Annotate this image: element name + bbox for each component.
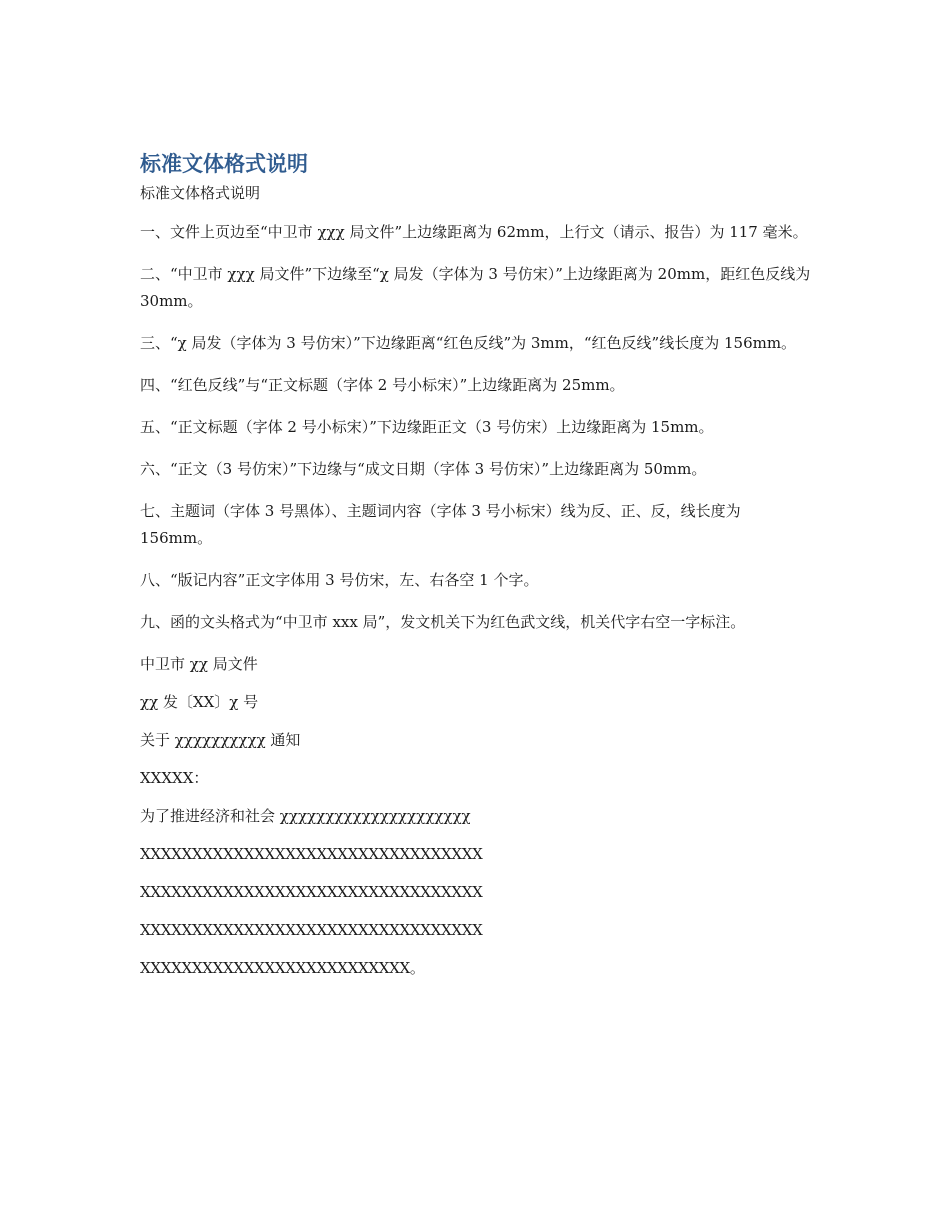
rule-paragraph-6: 六、“正文（3 号仿宋）”下边缘与“成文日期（字体 3 号仿宋）”上边缘距离为 50mm。 [140, 460, 707, 478]
sample-body-line-1: 为了推进经济和社会 χχχχχχχχχχχχχχχχχχχχχ [140, 807, 471, 825]
rule-paragraph-3: 三、“χ 局发（字体为 3 号仿宋）”下边缘距离“红色反线”为 3mm，“红色反线”线长度为 156mm。 [140, 334, 797, 352]
sample-body-line-5: XXXXXXXXXXXXXXXXXXXXXXXXXX。 [140, 959, 425, 977]
sample-recipient: XXXXX： [140, 769, 209, 787]
rule-paragraph-9: 九、函的文头格式为“中卫市 xxx 局”，发文机关下为红色武文线，机关代字右空一字标注。 [140, 613, 746, 631]
sample-notice-title: 关于 χχχχχχχχχχ 通知 [140, 731, 301, 749]
rule-paragraph-5: 五、“正文标题（字体 2 号小标宋）”下边缘距正文（3 号仿宋）上边缘距离为 15mm。 [140, 418, 714, 436]
document-subtitle: 标准文体格式说明 [140, 184, 261, 202]
rule-paragraph-2: 二、“中卫市 χχχ 局文件”下边缘至“χ 局发（字体为 3 号仿宋）”上边缘距离为 20mm，距红色反线为 30mm。 [140, 265, 811, 310]
sample-body-line-3: XXXXXXXXXXXXXXXXXXXXXXXXXXXXXXXXX [140, 883, 483, 901]
sample-body-line-4: XXXXXXXXXXXXXXXXXXXXXXXXXXXXXXXXX [140, 921, 483, 939]
rule-paragraph-1: 一、文件上页边至“中卫市 χχχ 局文件”上边缘距离为 62mm，上行文（请示、报告）为 117 毫米。 [140, 223, 808, 241]
document-page [140, 148, 812, 993]
rule-paragraph-7: 七、主题词（字体 3 号黑体）、主题词内容（字体 3 号小标宋）线为反、正、反，线长度为 156mm。 [140, 502, 741, 547]
rule-paragraph-8: 八、“版记内容”正文字体用 3 号仿宋，左、右各空 1 个字。 [140, 571, 539, 589]
document-title: 标准文体格式说明 [140, 152, 308, 176]
sample-body-line-2: XXXXXXXXXXXXXXXXXXXXXXXXXXXXXXXXX [140, 845, 483, 863]
sample-doc-number: χχ 发〔XX〕χ 号 [140, 693, 259, 711]
rule-paragraph-4: 四、“红色反线”与“正文标题（字体 2 号小标宋）”上边缘距离为 25mm。 [140, 376, 625, 394]
sample-issuer-line: 中卫市 χχ 局文件 [140, 655, 258, 673]
